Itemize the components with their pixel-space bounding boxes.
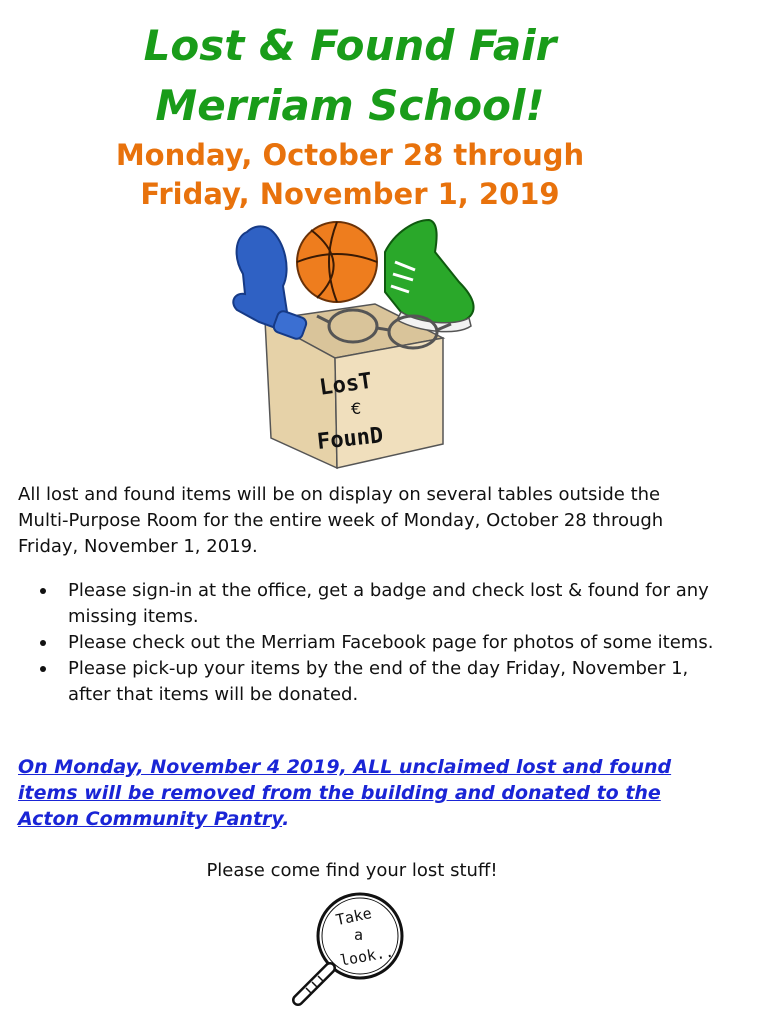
lost-and-found-box-illustration bbox=[225, 212, 485, 474]
list-item: Please check out the Merriam Facebook page for photos of some items. bbox=[18, 630, 718, 656]
box-label-lost: LosT bbox=[317, 368, 374, 401]
box-label-found: FounD bbox=[315, 423, 385, 455]
magnifier-text-look: look.. bbox=[338, 942, 396, 970]
intro-paragraph: All lost and found items will be on display on several tables outside the Multi-Purpose Room for the entire week of Monday, October 28 through Friday, November 1, 2019. bbox=[18, 484, 664, 557]
magnifier-handle-icon bbox=[298, 968, 330, 1000]
closing-line: Please come find your lost stuff! bbox=[206, 860, 498, 881]
mitten-icon bbox=[233, 226, 308, 340]
basketball-icon bbox=[297, 222, 377, 302]
instructions-list bbox=[18, 578, 718, 708]
list-item: Please sign-in at the office, get a badge and check lost & found for any missing items. bbox=[18, 578, 718, 630]
donation-notice bbox=[18, 754, 708, 832]
list-item: Please pick-up your items by the end of the day Friday, November 1, after that items will be donated. bbox=[18, 656, 718, 708]
notice-period: . bbox=[282, 808, 290, 830]
date-line-1: Monday, October 28 through bbox=[115, 138, 585, 172]
box-label-and: € bbox=[351, 399, 362, 418]
bullet-icon bbox=[40, 640, 46, 646]
title-line-1: Lost & Found Fair bbox=[143, 21, 557, 70]
bullet-icon bbox=[40, 666, 46, 672]
magnifier-text-take: Take bbox=[334, 904, 374, 930]
title-line-2: Merriam School! bbox=[155, 81, 545, 130]
date-line-2: Friday, November 1, 2019 bbox=[140, 177, 560, 211]
magnifier-text-a: a bbox=[354, 926, 364, 944]
magnifying-glass-illustration bbox=[282, 888, 422, 1018]
donation-notice-link[interactable]: On Monday, November 4 2019, ALL unclaimed lost and found items will be removed from the building and donated to the Acton Community Pantry bbox=[18, 756, 672, 830]
bullet-icon bbox=[40, 588, 46, 594]
